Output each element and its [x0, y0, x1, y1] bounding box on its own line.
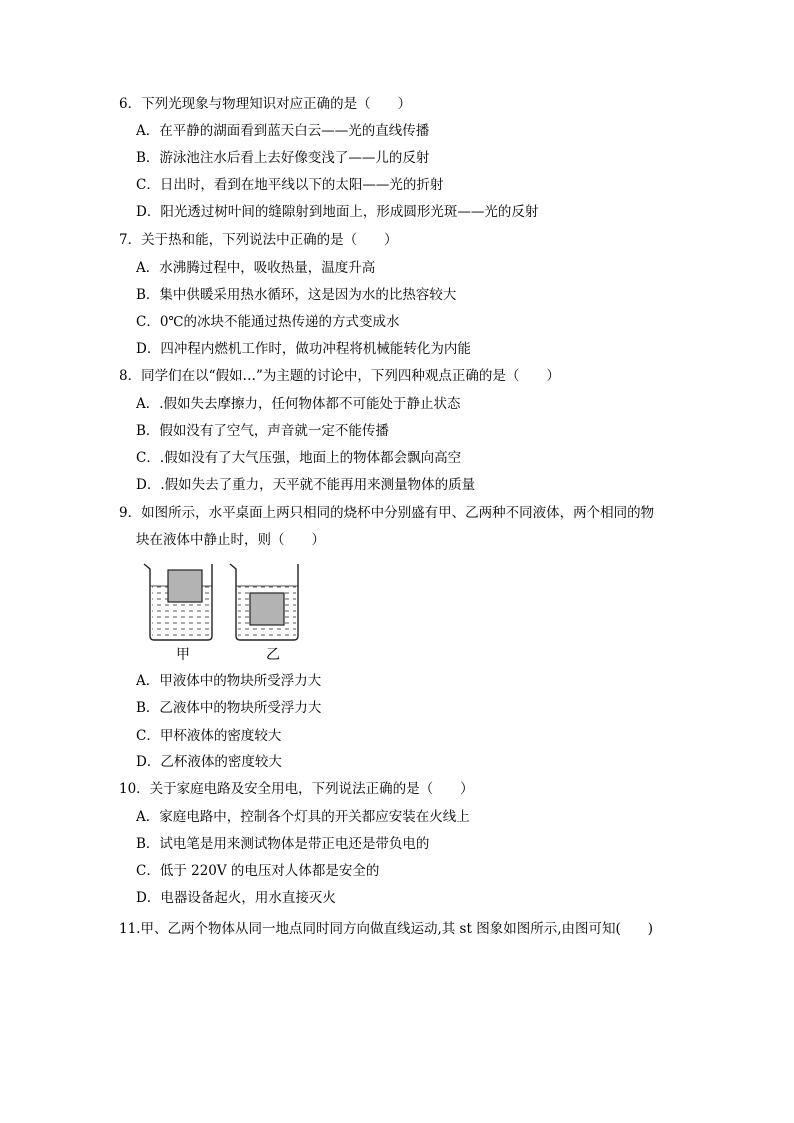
question-6-option-c: C．日出时，看到在地平线以下的太阳——光的折射 — [136, 177, 444, 193]
beaker-yi — [230, 564, 298, 640]
question-9-stem: 9．如图所示，水平桌面上两只相同的烧杯中分别盛有甲、乙两种不同液体，两个相同的物 — [119, 505, 655, 521]
question-9-option-c: C．甲杯液体的密度较大 — [136, 728, 282, 744]
block-jia — [168, 570, 202, 602]
block-yi — [250, 593, 284, 625]
question-10-option-c: C．低于 220V 的电压对人体都是安全的 — [136, 863, 380, 879]
question-6-option-a: A．在平静的湖面看到蓝天白云——光的直线传播 — [136, 123, 430, 139]
question-9-option-d: D．乙杯液体的密度较大 — [136, 754, 282, 770]
question-6-stem: 6．下列光现象与物理知识对应正确的是（ ） — [119, 96, 412, 112]
question-8-stem: 8．同学们在以“假如…”为主题的讨论中，下列四种观点正确的是（ ） — [119, 368, 560, 384]
figure-label-jia: 甲 — [176, 647, 190, 663]
question-9-stem-continued: 块在液体中静止时，则（ ） — [136, 532, 325, 548]
question-11-stem: 11.甲、乙两个物体从同一地点同时同方向做直线运动,其 st 图象如图所示,由图可知( ) — [119, 921, 654, 937]
question-10-option-b: B．试电笔是用来测试物体是带正电还是带负电的 — [136, 836, 430, 852]
question-8-option-d: D．.假如失去了重力，天平就不能再用来测量物体的质量 — [136, 477, 476, 493]
question-10-option-a: A．家庭电路中，控制各个灯具的开关都应安装在火线上 — [136, 809, 470, 825]
question-7-option-c: C．0℃的冰块不能通过热传递的方式变成水 — [136, 314, 400, 330]
question-10-option-d: D．电器设备起火，用水直接灭火 — [136, 890, 336, 906]
question-9-option-a: A．甲液体中的物块所受浮力大 — [136, 673, 322, 689]
question-8-option-b: B．假如没有了空气，声音就一定不能传播 — [136, 423, 389, 439]
question-6-option-d: D．阳光透过树叶间的缝隙射到地面上，形成圆形光斑——光的反射 — [136, 204, 539, 220]
figure-label-yi: 乙 — [266, 647, 280, 663]
question-7-option-a: A．水沸腾过程中，吸收热量，温度升高 — [136, 260, 376, 276]
question-7-option-d: D．四冲程内燃机工作时，做功冲程将机械能转化为内能 — [136, 341, 471, 357]
beakers-figure — [140, 560, 320, 670]
question-7-stem: 7．关于热和能，下列说法中正确的是（ ） — [119, 232, 398, 248]
question-8-option-c: C．.假如没有了大气压强，地面上的物体都会飘向高空 — [136, 450, 462, 466]
question-8-option-a: A．.假如失去摩擦力，任何物体都不可能处于静止状态 — [136, 396, 461, 412]
question-9-option-b: B．乙液体中的物块所受浮力大 — [136, 700, 322, 716]
question-6-option-b: B．游泳池注水后看上去好像变浅了——儿的反射 — [136, 150, 430, 166]
question-7-option-b: B．集中供暖采用热水循环，这是因为水的比热容较大 — [136, 287, 457, 303]
question-10-stem: 10．关于家庭电路及安全用电，下列说法正确的是（ ） — [119, 781, 474, 797]
beaker-jia — [144, 564, 212, 640]
